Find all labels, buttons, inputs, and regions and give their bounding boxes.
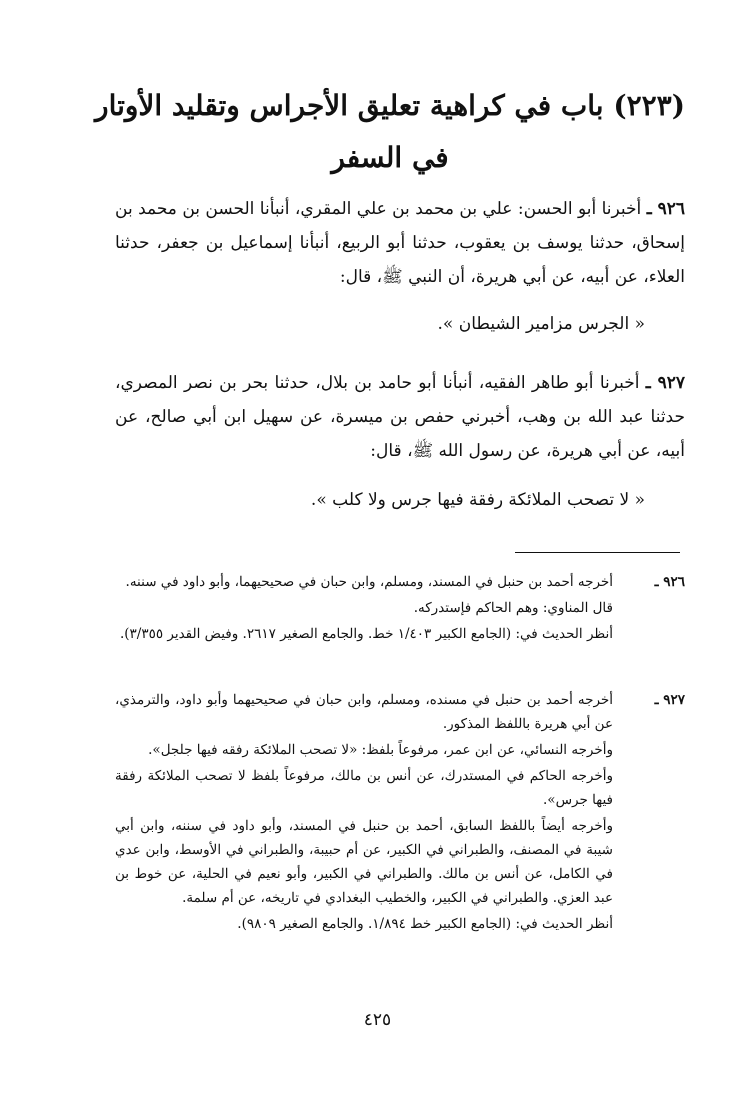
footnote-line: أخرجه أحمد بن حنبل في المسند، ومسلم، وابن حبان في صحيحيهما، وأبو داود في سننه.: [125, 574, 613, 590]
hadith-quote: « الجرس مزامير الشيطان ».: [437, 314, 645, 334]
hadith-number: ٩٢٦ ـ: [646, 199, 685, 219]
footnote-number: ٩٢٧ ـ: [654, 692, 685, 708]
chapter-title: (٢٢٣) باب في كراهية تعليق الأجراس وتقليد الأوتار في السفر: [95, 89, 685, 174]
footnote-line: وأخرجه النسائي، عن ابن عمر، مرفوعاً بلفظ: «لا تصحب الملائكة رفقه فيها جلجل».: [148, 742, 613, 758]
footnote-line: وأخرجه الحاكم في المستدرك، عن أنس بن مالك، مرفوعاً بلفظ لا تصحب الملائكة رفقة فيها جرس».: [115, 768, 613, 808]
footnote-body: [115, 570, 613, 646]
footnote-line: أنظر الحديث في: (الجامع الكبير خط ١/٨٩٤. والجامع الصغير ٩٨٠٩).: [237, 916, 613, 932]
hadith-number: ٩٢٧ ـ: [645, 373, 686, 393]
footnote-line: وأخرجه أيضاً باللفظ السابق، أحمد بن حنبل في المسند، وأبو داود في سننه، وابن أبي شيبة في المصنف، والطبراني في الكبير، عن أم حبيبة، والطبراني في الأوسط، وابن عدي في الكامل، عن أنس بن مالك. والطبراني في الكبير، وأبو نعيم في الحلية، عن خوط بن عبد العزي. والطبراني في الكبير، والخطيب البغدادي في تاريخه، عن أم سلمة.: [115, 818, 613, 906]
footnote-body: [115, 688, 613, 936]
hadith-text: أخبرنا أبو طاهر الفقيه، أنبأنا أبو حامد بن بلال، حدثنا بحر بن نصر المصري، حدثنا عبد الله بن وهب، أخبرني حفص بن ميسرة، عن سهيل ابن أبي صالح، عن أبيه، عن أبي هريرة، عن رسول الله ﷺ، قال:: [115, 373, 685, 461]
page-number: ٤٢٥: [363, 1010, 392, 1030]
footnote-926: [115, 570, 685, 648]
footnote-927: [115, 688, 685, 938]
hadith-926: [115, 192, 685, 294]
hadith-927: [115, 366, 685, 468]
footnote-line: أخرجه أحمد بن حنبل في مسنده، ومسلم، وابن حبان في صحيحيهما وأبو داود، والترمذي، عن أبي هريرة باللفظ المذكور.: [115, 692, 613, 732]
footnote-number: ٩٢٦ ـ: [654, 574, 685, 590]
footnote-line: أنظر الحديث في: (الجامع الكبير ١/٤٠٣ خط. والجامع الصغير ٢٦١٧. وفيض القدير ٣/٣٥٥).: [119, 626, 613, 642]
footnote-line: قال المناوي: وهم الحاكم فإستدركه.: [413, 600, 613, 616]
hadith-quote: « لا تصحب الملائكة رفقة فيها جرس ولا كلب ».: [310, 490, 645, 510]
hadith-text: أخبرنا أبو الحسن: علي بن محمد بن علي المقري، أنبأنا الحسن بن محمد بن إسحاق، حدثنا يوسف بن يعقوب، حدثنا أبو الربيع، أنبأنا إسماعيل بن جعفر، حدثنا العلاء، عن أبيه، عن أبي هريرة، أن النبي ﷺ، قال:: [115, 199, 685, 287]
footnote-divider: [515, 552, 680, 553]
